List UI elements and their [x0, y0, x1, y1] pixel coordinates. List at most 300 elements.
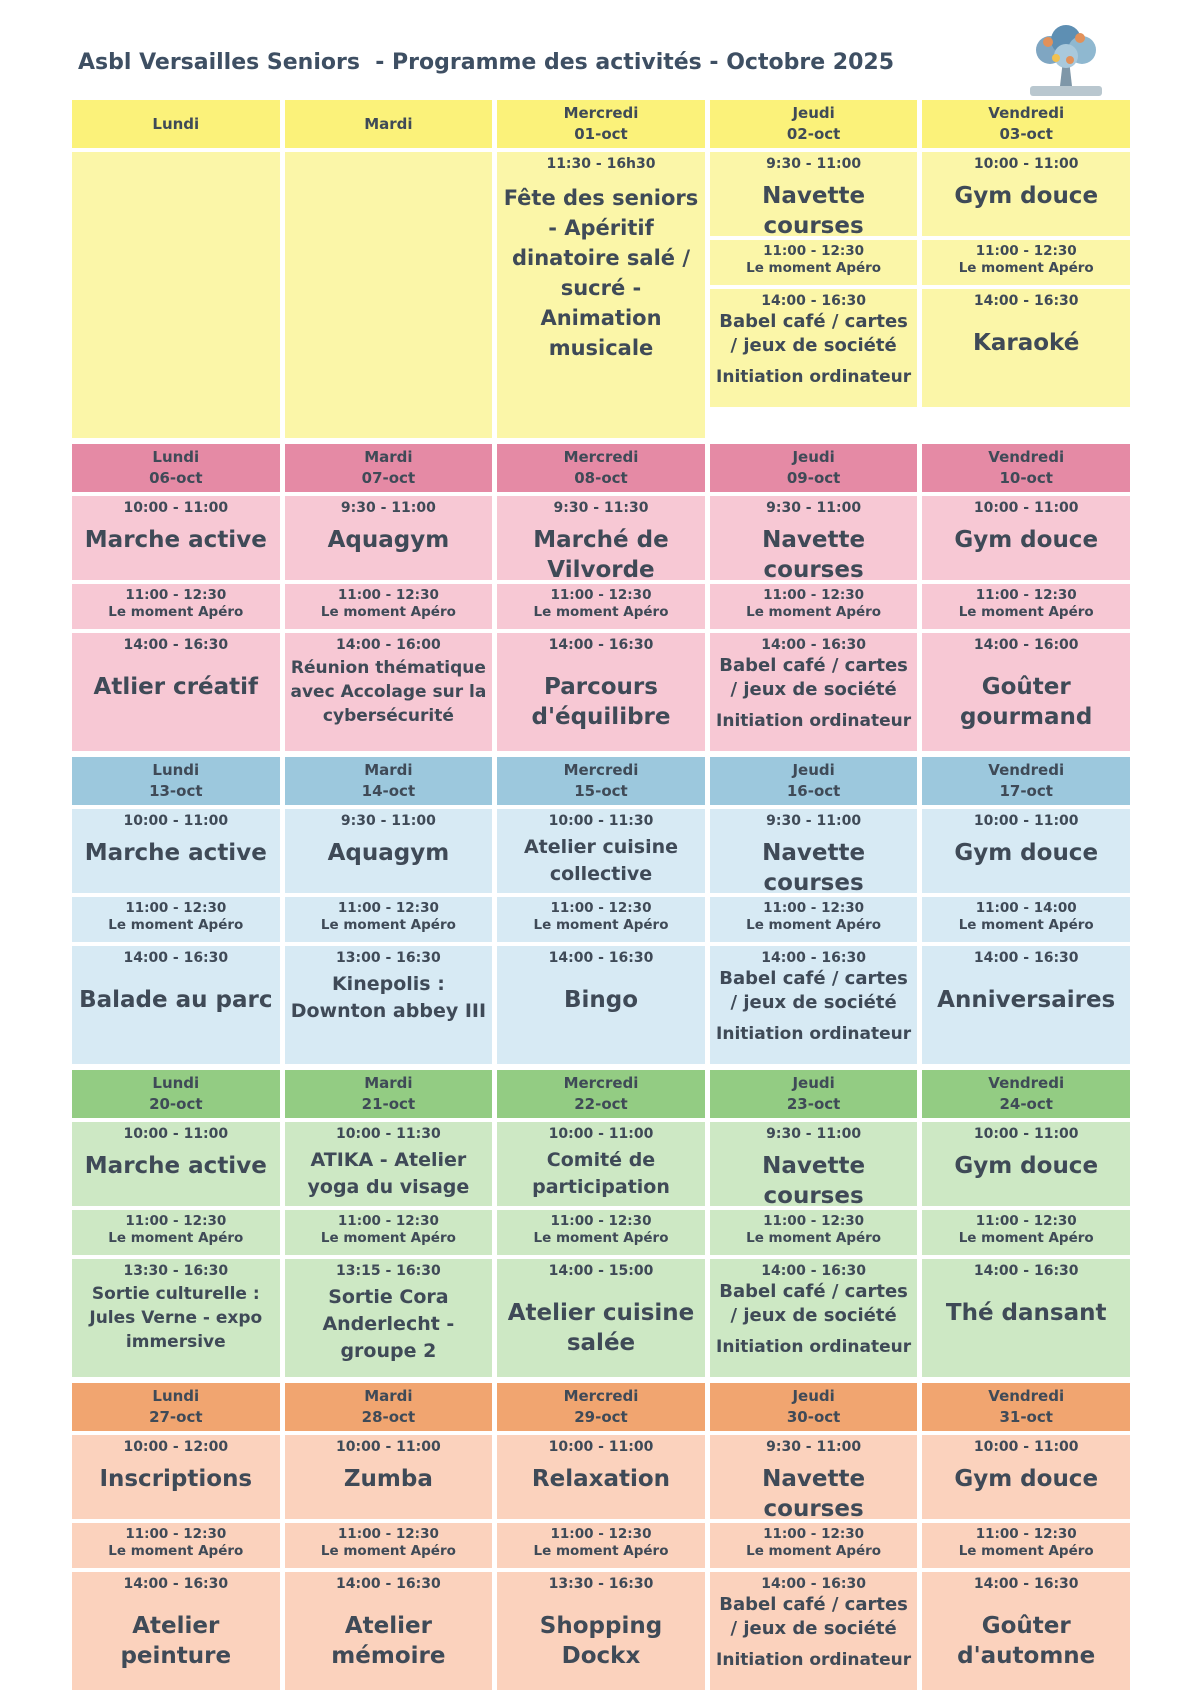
day-cell [922, 809, 1130, 1064]
day-name: Jeudi [792, 1387, 835, 1405]
day-cell [285, 1122, 493, 1377]
slot-activity: Navette courses [762, 1153, 866, 1209]
slot-activity: Goûter d'automne [957, 1613, 1096, 1669]
apero-slot [710, 897, 918, 942]
slot-time: 9:30 - 11:00 [766, 500, 862, 516]
day-header [497, 100, 705, 148]
apero-slot [285, 897, 493, 942]
afternoon-slot [497, 1259, 705, 1377]
slot-activity: Marché de Vilvorde [533, 527, 669, 583]
morning-slot [497, 1435, 705, 1519]
slot-activity: Navette courses [762, 527, 866, 583]
apero-label: Le moment Apéro [533, 917, 669, 933]
page-title: Asbl Versailles Seniors - Programme des activités - Octobre 2025 [78, 50, 895, 75]
apero-slot [72, 897, 280, 942]
slot-activity: Anniversaires [937, 987, 1116, 1013]
morning-slot [710, 809, 918, 896]
slot-activity: Navette courses [762, 183, 866, 239]
apero-slot [922, 240, 1130, 285]
slot-time: 9:30 - 11:00 [766, 813, 862, 829]
day-name: Mardi [364, 1074, 413, 1092]
day-date: 02-oct [786, 125, 841, 143]
day-date: 13-oct [149, 782, 203, 800]
day-header [285, 444, 493, 492]
day-date: 27-oct [149, 1408, 203, 1426]
day-header [922, 444, 1130, 492]
day-header [710, 444, 918, 492]
slot-time: 11:00 - 12:30 [337, 1526, 439, 1542]
slot-time: 13:30 - 16:30 [123, 1263, 229, 1279]
day-date: 29-oct [574, 1408, 628, 1426]
slot-time: 14:00 - 16:30 [548, 950, 654, 966]
day-name: Jeudi [792, 448, 835, 466]
day-date: 21-oct [361, 1095, 416, 1113]
special-event-slot [497, 152, 705, 438]
morning-slot [710, 1435, 918, 1522]
afternoon-slot [710, 1259, 918, 1377]
slot-time: 14:00 - 16:30 [973, 1576, 1079, 1592]
slot-time: 11:00 - 12:30 [763, 900, 865, 916]
day-name: Mardi [364, 1387, 413, 1405]
slot-extra: Initiation ordinateur [716, 1650, 912, 1670]
day-header [710, 100, 918, 148]
day-cell [72, 1435, 280, 1690]
day-header [285, 1070, 493, 1118]
day-name: Mercredi [563, 448, 639, 466]
slot-time: 9:30 - 11:00 [766, 156, 862, 172]
slot-extra: Initiation ordinateur [716, 1024, 912, 1044]
slot-time: 11:00 - 12:30 [975, 1526, 1077, 1542]
slot-extra: Initiation ordinateur [716, 1337, 912, 1357]
apero-label: Le moment Apéro [320, 1230, 456, 1246]
day-name: Jeudi [792, 761, 835, 779]
day-date: 17-oct [999, 782, 1053, 800]
slot-activity: Réunion thématique avec Accolage sur la cybersécurité [290, 658, 487, 726]
day-name: Vendredi [988, 448, 1065, 466]
apero-label: Le moment Apéro [746, 917, 882, 933]
day-name: Mercredi [563, 104, 639, 122]
slot-activity: Atelier cuisine collective [523, 836, 679, 885]
day-date: 01-oct [574, 125, 628, 143]
apero-slot [497, 897, 705, 942]
slot-activity: Atelier cuisine salée [507, 1300, 695, 1356]
apero-slot [285, 1210, 493, 1255]
day-header [285, 1383, 493, 1431]
afternoon-slot [922, 946, 1130, 1064]
day-header [72, 1070, 280, 1118]
morning-slot [922, 809, 1130, 893]
apero-slot [710, 240, 918, 285]
apero-slot [922, 1523, 1130, 1568]
morning-slot [285, 809, 493, 893]
apero-label: Le moment Apéro [746, 1230, 882, 1246]
apero-label: Le moment Apéro [746, 1543, 882, 1559]
slot-time: 10:00 - 11:00 [973, 1439, 1079, 1455]
slot-time: 14:00 - 16:30 [761, 1263, 866, 1279]
day-name: Lundi [152, 1387, 200, 1405]
slot-time: 11:00 - 12:30 [125, 1213, 227, 1229]
day-cell [922, 496, 1130, 751]
apero-slot [922, 584, 1130, 629]
day-name: Mercredi [563, 761, 639, 779]
afternoon-slot [710, 1572, 918, 1690]
day-date: 14-oct [361, 782, 416, 800]
slot-activity: Babel café / cartes / jeux de société [719, 1594, 908, 1639]
morning-slot [285, 1122, 493, 1206]
day-cell [922, 1435, 1130, 1690]
slot-time: 10:00 - 11:00 [973, 500, 1079, 516]
afternoon-slot [922, 1572, 1130, 1690]
day-header [72, 444, 280, 492]
day-header [497, 1070, 705, 1118]
day-date: 07-oct [361, 469, 416, 487]
slot-activity: Aquagym [327, 840, 450, 866]
slot-time: 10:00 - 12:00 [123, 1439, 229, 1455]
day-cell [497, 496, 705, 751]
slot-time: 9:30 - 11:00 [340, 813, 436, 829]
morning-slot [922, 1122, 1130, 1206]
tree-logo-icon [1020, 20, 1112, 100]
slot-time: 10:00 - 11:00 [123, 813, 229, 829]
day-name: Mardi [364, 448, 413, 466]
slot-time: 10:00 - 11:00 [336, 1439, 441, 1455]
day-name: Mardi [364, 761, 413, 779]
day-header [710, 1070, 918, 1118]
apero-label: Le moment Apéro [108, 1230, 244, 1246]
apero-label: Le moment Apéro [958, 917, 1094, 933]
afternoon-slot [497, 1572, 705, 1690]
day-cell [497, 1435, 705, 1690]
slot-activity: Babel café / cartes / jeux de société [719, 655, 908, 700]
slot-activity: Parcours d'équilibre [531, 674, 671, 730]
apero-label: Le moment Apéro [958, 1230, 1094, 1246]
slot-time: 11:00 - 12:30 [975, 1213, 1077, 1229]
slot-activity: Atlier créatif [93, 674, 259, 700]
day-cell [285, 1435, 493, 1690]
afternoon-slot [285, 1572, 493, 1690]
slot-activity: Fête des seniors - Apéritif dinatoire salé / sucré - Animation musicale [503, 186, 699, 360]
slot-time: 11:00 - 12:30 [763, 587, 865, 603]
day-date: 16-oct [786, 782, 841, 800]
slot-time: 11:00 - 12:30 [975, 587, 1077, 603]
afternoon-slot [72, 946, 280, 1064]
slot-time: 11:00 - 12:30 [550, 1526, 652, 1542]
slot-time: 14:00 - 16:30 [123, 950, 229, 966]
morning-slot [285, 496, 493, 580]
day-cell [285, 809, 493, 1064]
slot-time: 14:00 - 16:00 [336, 637, 441, 653]
slot-activity: Navette courses [762, 1466, 866, 1522]
day-name: Jeudi [792, 1074, 835, 1092]
day-cell [710, 809, 918, 1064]
day-name: Lundi [152, 448, 200, 466]
day-header [285, 757, 493, 805]
slot-extra: Initiation ordinateur [716, 367, 912, 387]
apero-slot [285, 584, 493, 629]
slot-activity: Gym douce [954, 840, 1099, 866]
day-cell [497, 152, 705, 438]
slot-activity: Aquagym [327, 527, 450, 553]
morning-slot [72, 809, 280, 893]
day-date: 03-oct [999, 125, 1053, 143]
slot-activity: Gym douce [954, 1466, 1099, 1492]
afternoon-slot [285, 633, 493, 751]
slot-activity: Zumba [343, 1466, 433, 1492]
slot-activity: Gym douce [954, 183, 1099, 209]
morning-slot [922, 152, 1130, 236]
afternoon-slot [72, 1572, 280, 1690]
empty-slot [72, 152, 280, 438]
slot-activity: Gym douce [954, 1153, 1099, 1179]
apero-slot [72, 584, 280, 629]
afternoon-slot [710, 946, 918, 1064]
day-date: 31-oct [999, 1408, 1053, 1426]
slot-time: 10:00 - 11:30 [336, 1126, 441, 1142]
day-cell [497, 809, 705, 1064]
morning-slot [710, 496, 918, 583]
slot-time: 14:00 - 16:30 [761, 1576, 866, 1592]
day-name: Vendredi [988, 761, 1065, 779]
slot-time: 14:00 - 16:30 [761, 637, 866, 653]
afternoon-slot [710, 289, 918, 407]
day-header [497, 757, 705, 805]
apero-label: Le moment Apéro [533, 1230, 669, 1246]
slot-time: 14:00 - 16:30 [548, 637, 654, 653]
slot-activity: Sortie Cora Anderlecht - groupe 2 [322, 1286, 455, 1362]
slot-time: 9:30 - 11:00 [340, 500, 436, 516]
apero-slot [497, 1210, 705, 1255]
day-header [922, 757, 1130, 805]
slot-time: 11:00 - 12:30 [337, 1213, 439, 1229]
slot-time: 13:15 - 16:30 [336, 1263, 441, 1279]
slot-time: 14:00 - 16:30 [336, 1576, 441, 1592]
slot-time: 10:00 - 11:30 [548, 813, 654, 829]
slot-activity: Babel café / cartes / jeux de société [719, 311, 908, 356]
day-cell [497, 1122, 705, 1377]
apero-label: Le moment Apéro [320, 917, 456, 933]
slot-activity: Thé dansant [945, 1300, 1107, 1326]
apero-slot [285, 1523, 493, 1568]
morning-slot [285, 1435, 493, 1519]
slot-extra: Initiation ordinateur [716, 711, 912, 731]
slot-time: 13:00 - 16:30 [336, 950, 441, 966]
day-name: Lundi [152, 1074, 200, 1092]
day-header [497, 444, 705, 492]
slot-time: 11:00 - 12:30 [550, 1213, 652, 1229]
slot-time: 14:00 - 16:30 [123, 637, 229, 653]
slot-time: 11:00 - 12:30 [550, 587, 652, 603]
day-cell [922, 1122, 1130, 1377]
day-date: 10-oct [999, 469, 1053, 487]
afternoon-slot [72, 1259, 280, 1377]
day-header [922, 100, 1130, 148]
slot-activity: Relaxation [531, 1466, 671, 1492]
morning-slot [497, 496, 705, 583]
day-date: 08-oct [574, 469, 628, 487]
morning-slot [922, 496, 1130, 580]
slot-time: 11:30 - 16h30 [546, 156, 656, 172]
slot-time: 10:00 - 11:00 [123, 1126, 229, 1142]
slot-activity: Babel café / cartes / jeux de société [719, 968, 908, 1013]
slot-activity: Inscriptions [99, 1466, 253, 1492]
slot-time: 11:00 - 12:30 [337, 900, 439, 916]
day-name: Mercredi [563, 1387, 639, 1405]
slot-activity: Bingo [563, 987, 639, 1013]
afternoon-slot [497, 633, 705, 751]
apero-label: Le moment Apéro [320, 1543, 456, 1559]
morning-slot [710, 152, 918, 239]
slot-time: 14:00 - 16:00 [973, 637, 1079, 653]
day-date: 24-oct [999, 1095, 1053, 1113]
slot-activity: Comité de participation [532, 1149, 670, 1198]
day-cell [710, 1122, 918, 1377]
afternoon-slot [922, 1259, 1130, 1377]
afternoon-slot [922, 289, 1130, 407]
slot-activity: Karaoké [973, 330, 1080, 356]
day-name: Lundi [152, 114, 200, 133]
day-cell [72, 152, 280, 438]
slot-activity: Atelier mémoire [331, 1613, 446, 1669]
slot-time: 9:30 - 11:30 [553, 500, 649, 516]
day-header [922, 1383, 1130, 1431]
apero-label: Le moment Apéro [108, 604, 244, 620]
day-date: 30-oct [786, 1408, 841, 1426]
slot-time: 10:00 - 11:00 [123, 500, 229, 516]
morning-slot [922, 1435, 1130, 1519]
morning-slot [497, 809, 705, 893]
day-name: Jeudi [792, 104, 835, 122]
day-date: 20-oct [149, 1095, 203, 1113]
day-header [922, 1070, 1130, 1118]
day-date: 09-oct [786, 469, 841, 487]
slot-time: 11:00 - 12:30 [975, 243, 1077, 259]
slot-time: 10:00 - 11:00 [973, 813, 1079, 829]
slot-time: 14:00 - 16:30 [761, 950, 866, 966]
slot-time: 11:00 - 12:30 [550, 900, 652, 916]
apero-label: Le moment Apéro [108, 917, 244, 933]
day-name: Lundi [152, 761, 200, 779]
day-name: Mardi [364, 114, 413, 133]
slot-time: 9:30 - 11:00 [766, 1439, 862, 1455]
slot-activity: Navette courses [762, 840, 866, 896]
slot-time: 11:00 - 12:30 [125, 587, 227, 603]
apero-label: Le moment Apéro [746, 604, 882, 620]
slot-time: 9:30 - 11:00 [766, 1126, 862, 1142]
slot-time: 10:00 - 11:00 [973, 156, 1079, 172]
apero-slot [710, 1210, 918, 1255]
slot-activity: Marche active [84, 527, 267, 553]
apero-label: Le moment Apéro [320, 604, 456, 620]
morning-slot [72, 496, 280, 580]
apero-slot [72, 1523, 280, 1568]
slot-activity: Goûter gourmand [960, 674, 1093, 730]
slot-activity: Babel café / cartes / jeux de société [719, 1281, 908, 1326]
afternoon-slot [710, 633, 918, 751]
day-header [72, 100, 280, 148]
slot-time: 10:00 - 11:00 [548, 1439, 654, 1455]
apero-slot [710, 584, 918, 629]
slot-time: 11:00 - 12:30 [125, 1526, 227, 1542]
day-cell [72, 496, 280, 751]
apero-label: Le moment Apéro [958, 260, 1094, 276]
slot-activity: Gym douce [954, 527, 1099, 553]
morning-slot [72, 1122, 280, 1206]
slot-activity: Marche active [84, 840, 267, 866]
slot-time: 14:00 - 16:30 [761, 293, 866, 309]
day-date: 23-oct [786, 1095, 841, 1113]
morning-slot [72, 1435, 280, 1519]
day-cell [72, 1122, 280, 1377]
apero-slot [72, 1210, 280, 1255]
apero-label: Le moment Apéro [958, 1543, 1094, 1559]
day-name: Mercredi [563, 1074, 639, 1092]
afternoon-slot [285, 1259, 493, 1377]
apero-label: Le moment Apéro [108, 1543, 244, 1559]
slot-time: 14:00 - 15:00 [548, 1263, 654, 1279]
day-header [710, 757, 918, 805]
slot-activity: Shopping Dockx [539, 1613, 663, 1669]
apero-slot [710, 1523, 918, 1568]
day-cell [710, 1435, 918, 1690]
slot-activity: Sortie culturelle : Jules Verne - expo immersive [89, 1284, 263, 1352]
slot-activity: Kinepolis : Downton abbey III [290, 973, 487, 1022]
apero-label: Le moment Apéro [533, 1543, 669, 1559]
calendar-grid [72, 100, 1130, 1696]
day-header [72, 1383, 280, 1431]
slot-time: 11:00 - 14:00 [975, 900, 1077, 916]
day-cell [710, 152, 918, 438]
slot-time: 11:00 - 12:30 [125, 900, 227, 916]
slot-time: 11:00 - 12:30 [763, 1526, 865, 1542]
day-name: Vendredi [988, 1074, 1065, 1092]
morning-slot [710, 1122, 918, 1209]
slot-activity: Balade au parc [79, 987, 273, 1013]
slot-time: 13:30 - 16:30 [548, 1576, 654, 1592]
slot-time: 11:00 - 12:30 [763, 1213, 865, 1229]
apero-slot [922, 897, 1130, 942]
apero-slot [497, 584, 705, 629]
slot-time: 10:00 - 11:00 [548, 1126, 654, 1142]
afternoon-slot [497, 946, 705, 1064]
day-cell [710, 496, 918, 751]
slot-time: 14:00 - 16:30 [973, 1263, 1079, 1279]
morning-slot [497, 1122, 705, 1206]
afternoon-slot [72, 633, 280, 751]
apero-slot [922, 1210, 1130, 1255]
slot-time: 14:00 - 16:30 [973, 950, 1079, 966]
day-header [285, 100, 493, 148]
day-name: Vendredi [988, 1387, 1065, 1405]
day-date: 06-oct [149, 469, 203, 487]
day-cell [922, 152, 1130, 438]
day-date: 22-oct [574, 1095, 628, 1113]
slot-time: 14:00 - 16:30 [973, 293, 1079, 309]
day-date: 15-oct [574, 782, 628, 800]
slot-time: 10:00 - 11:00 [973, 1126, 1079, 1142]
slot-time: 11:00 - 12:30 [763, 243, 865, 259]
day-header [497, 1383, 705, 1431]
slot-activity: ATIKA - Atelier yoga du visage [307, 1149, 470, 1198]
day-cell [72, 809, 280, 1064]
slot-time: 14:00 - 16:30 [123, 1576, 229, 1592]
day-header [710, 1383, 918, 1431]
day-date: 28-oct [361, 1408, 416, 1426]
slot-activity: Atelier peinture [120, 1613, 232, 1669]
day-cell [285, 496, 493, 751]
slot-activity: Marche active [84, 1153, 267, 1179]
apero-label: Le moment Apéro [533, 604, 669, 620]
day-cell [285, 152, 493, 438]
